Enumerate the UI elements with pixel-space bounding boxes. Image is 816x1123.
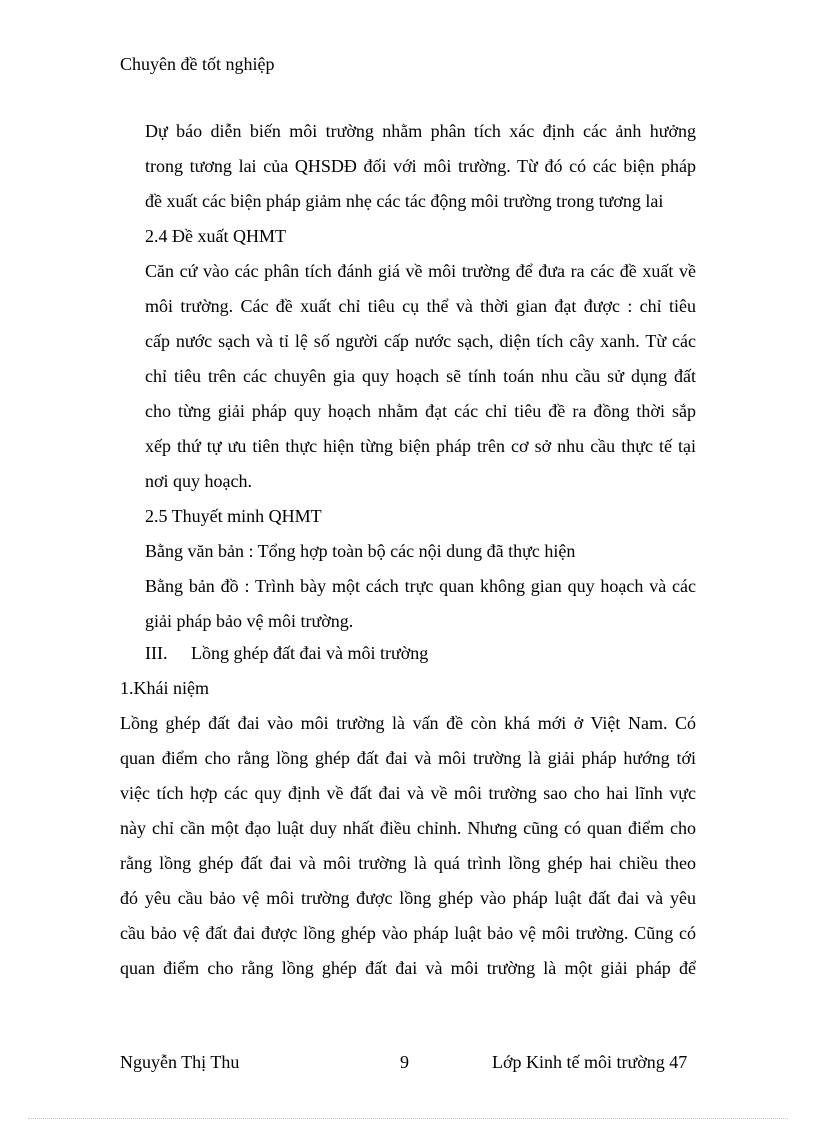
section-2-4-line-7: nơi quy hoạch. <box>145 471 252 491</box>
section-2-4-line-5: cho từng giải pháp quy hoạch nhằm đạt các chỉ tiêu đề ra đồng thời sắp <box>145 401 696 421</box>
concept-line-1: Lồng ghép đất đai vào môi trường là vấn đề còn khá mới ở Việt Nam. Có <box>120 713 696 733</box>
section-2-4-line-2: môi trường. Các đề xuất chỉ tiêu cụ thể và thời gian đạt được : chỉ tiêu <box>145 296 696 316</box>
section-2-5-map-line-1: Bằng bản đồ : Trình bày một cách trực quan không gian quy hoạch và các <box>145 576 696 596</box>
section-2-5-text-line: Bằng văn bản : Tổng hợp toàn bộ các nội dung đã thực hiện <box>145 541 576 561</box>
section-2-4-line-1: Căn cứ vào các phân tích đánh giá về môi trường để đưa ra các đề xuất về <box>145 261 696 281</box>
concept-line-4: này chỉ cần một đạo luật duy nhất điều chỉnh. Nhưng cũng có quan điểm cho <box>120 818 696 838</box>
concept-line-8: quan điểm cho rằng lồng ghép đất đai và môi trường là một giải pháp để <box>120 958 696 978</box>
section-2-4-line-6: xếp thứ tự ưu tiên thực hiện từng biện pháp trên cơ sở nhu cầu thực tế tại <box>145 436 696 456</box>
section-2-4-line-4: chỉ tiêu trên các chuyên gia quy hoạch sẽ tính toán nhu cầu sử dụng đất <box>145 366 696 386</box>
forecast-line-1: Dự báo diễn biến môi trường nhằm phân tích xác định các ảnh hưởng <box>145 121 696 141</box>
page-bottom-edge <box>28 1118 788 1119</box>
section-2-5-heading: 2.5 Thuyết minh QHMT <box>145 506 322 526</box>
footer-class-name: Lớp Kinh tế môi trường 47 <box>492 1052 688 1072</box>
section-iii-numeral: III. <box>145 643 168 663</box>
concept-heading: 1.Khái niệm <box>120 678 209 698</box>
forecast-line-2: trong tương lai của QHSDĐ đối với môi trường. Từ đó có các biện pháp <box>145 156 696 176</box>
section-2-5-map-line-2: giải pháp bảo vệ môi trường. <box>145 611 354 631</box>
footer-author: Nguyễn Thị Thu <box>120 1052 240 1072</box>
concept-line-2: quan điểm cho rằng lồng ghép đất đai và môi trường là giải pháp hướng tới <box>120 748 696 768</box>
section-2-4-line-3: cấp nước sạch và tỉ lệ số người cấp nước sạch, diện tích cây xanh. Từ các <box>145 331 696 351</box>
section-2-4-heading: 2.4 Đề xuất QHMT <box>145 226 286 246</box>
concept-line-7: cầu bảo vệ đất đai được lồng ghép vào pháp luật bảo vệ môi trường. Cũng có <box>120 923 696 943</box>
section-iii-title: Lồng ghép đất đai và môi trường <box>191 643 429 663</box>
concept-line-6: đó yêu cầu bảo vệ môi trường được lồng ghép vào pháp luật đất đai và yêu <box>120 888 696 908</box>
footer-page-number: 9 <box>400 1052 409 1072</box>
concept-line-5: rằng lồng ghép đất đai và môi trường là quá trình lồng ghép hai chiều theo <box>120 853 696 873</box>
forecast-line-3: đề xuất các biện pháp giảm nhẹ các tác động môi trường trong tương lai <box>145 191 664 211</box>
section-iii-heading <box>145 641 428 665</box>
page-header: Chuyên đề tốt nghiệp <box>120 54 275 74</box>
concept-line-3: việc tích hợp các quy định về đất đai và về môi trường sao cho hai lĩnh vực <box>120 783 696 803</box>
